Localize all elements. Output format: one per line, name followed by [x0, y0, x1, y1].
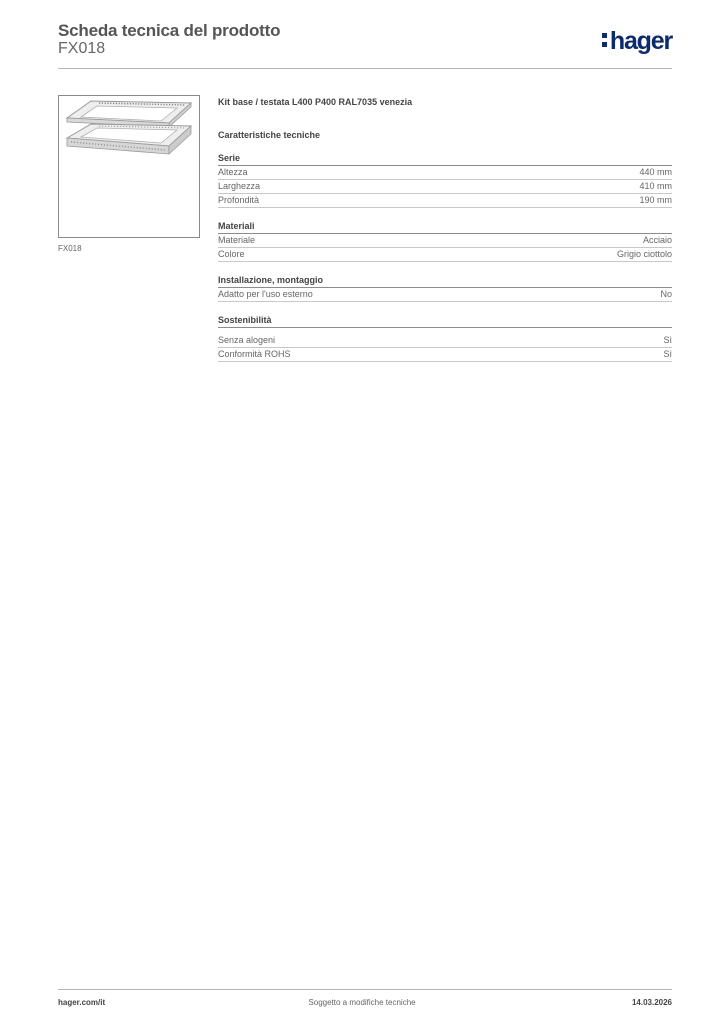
tech-heading: Caratteristiche tecniche [218, 130, 321, 140]
section-title: Materiali [218, 220, 672, 234]
spec-value: Sì [663, 335, 672, 345]
hager-logo[interactable] [602, 29, 672, 54]
spec-row [218, 180, 672, 194]
spec-row [218, 194, 672, 208]
spec-value: 190 mm [639, 195, 672, 205]
spec-value: No [660, 289, 672, 299]
product-photo-frame-kit-icon [59, 96, 199, 237]
spec-label: Senza alogeni [218, 335, 276, 345]
footer-date: 14.03.2026 [631, 998, 672, 1007]
spec-value: 410 mm [639, 181, 672, 191]
spec-row [218, 288, 672, 302]
spec-value: 440 mm [639, 167, 672, 177]
spec-row [218, 334, 672, 348]
spec-row [218, 248, 672, 262]
section-title: Installazione, montaggio [218, 274, 672, 288]
logo-dots-icon [602, 31, 608, 49]
section-sostenibilita [218, 314, 672, 362]
section-title: Sostenibilità [218, 314, 672, 328]
spec-row [218, 166, 672, 180]
spec-value: Sì [663, 349, 672, 359]
spec-label: Altezza [218, 167, 248, 177]
spec-row [218, 348, 672, 362]
logo-text: hager [609, 27, 672, 55]
section-serie [218, 152, 672, 208]
footer-note: Soggetto a modifiche tecniche [308, 998, 416, 1007]
header-divider [58, 68, 672, 69]
section-title: Serie [218, 152, 672, 166]
spec-value: Grigio ciottolo [616, 249, 672, 259]
spec-label: Colore [218, 249, 245, 259]
product-image [58, 95, 200, 238]
spec-label: Materiale [218, 235, 256, 245]
footer-divider [58, 989, 672, 990]
footer-website-link[interactable]: hager.com/it [58, 998, 106, 1007]
spec-label: Larghezza [218, 181, 261, 191]
page-title: Scheda tecnica del prodotto [58, 21, 281, 40]
product-name: Kit base / testata L400 P400 RAL7035 venezia [218, 97, 413, 107]
section-installazione [218, 274, 672, 302]
spec-label: Profondità [218, 195, 260, 205]
spec-content [218, 95, 672, 362]
spec-value: Acciaio [642, 235, 672, 245]
spec-label: Adatto per l'uso esterno [218, 289, 313, 299]
spec-label: Conformità ROHS [218, 349, 291, 359]
product-code: FX018 [58, 40, 106, 57]
section-materiali [218, 220, 672, 262]
image-caption: FX018 [58, 244, 82, 253]
spec-row [218, 234, 672, 248]
